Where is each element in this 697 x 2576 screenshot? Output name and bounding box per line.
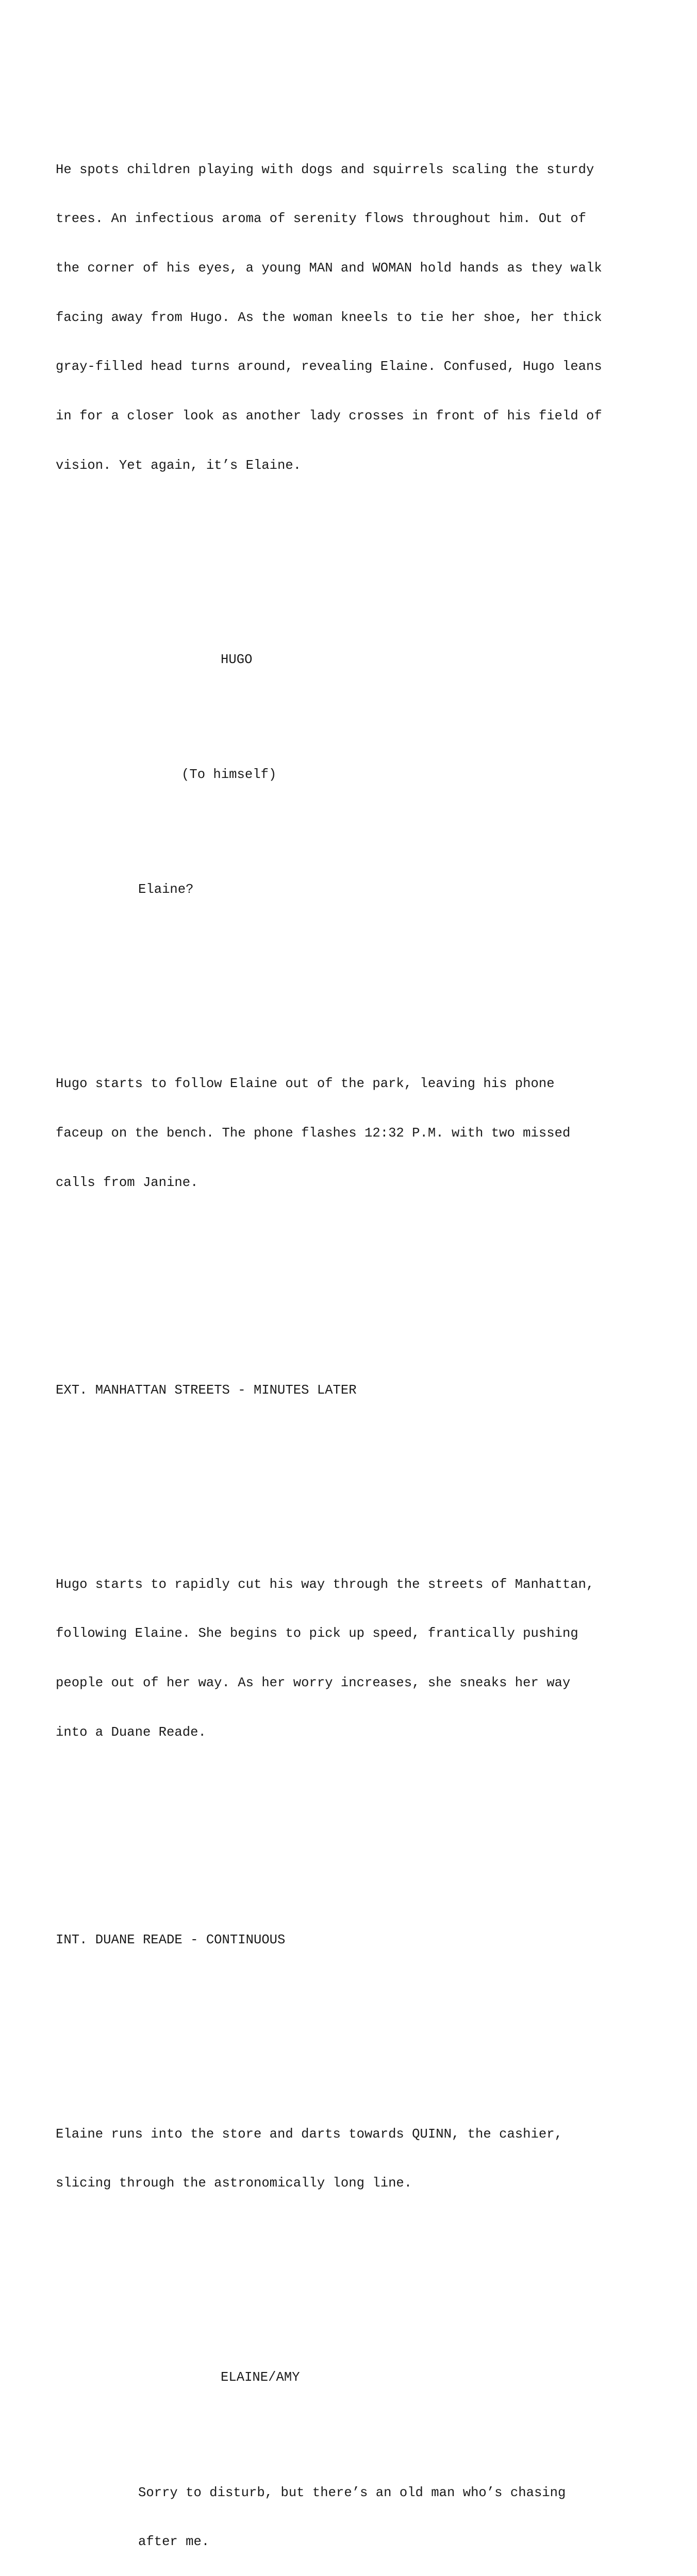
dialogue-line: Elaine? bbox=[138, 882, 194, 897]
parenthetical bbox=[56, 734, 643, 816]
action-line: the corner of his eyes, a young MAN and WOMAN hold hands as they walk bbox=[56, 260, 602, 276]
dialogue-block bbox=[56, 2452, 643, 2576]
scene-heading bbox=[56, 1349, 643, 1432]
action-block bbox=[56, 1043, 643, 1224]
action-line: trees. An infectious aroma of serenity flows throughout him. Out of bbox=[56, 211, 587, 227]
dialogue-line: Sorry to disturb, but there’s an old man who’s chasing bbox=[138, 2485, 566, 2500]
character-cue bbox=[56, 619, 643, 701]
action-line: Hugo starts to follow Elaine out of the park, leaving his phone bbox=[56, 1076, 555, 1092]
dialogue-block bbox=[56, 849, 643, 931]
action-line: slicing through the astronomically long line. bbox=[56, 2176, 412, 2191]
action-line: Elaine runs into the store and darts towards QUINN, the cashier, bbox=[56, 2126, 562, 2142]
action-block bbox=[56, 2093, 643, 2225]
action-line: into a Duane Reade. bbox=[56, 1724, 206, 1740]
action-line: Hugo starts to rapidly cut his way through the streets of Manhattan, bbox=[56, 1577, 594, 1592]
scene-heading-text: INT. DUANE READE - CONTINUOUS bbox=[56, 1932, 286, 1947]
action-line: calls from Janine. bbox=[56, 1175, 198, 1190]
action-line: following Elaine. She begins to pick up speed, frantically pushing bbox=[56, 1626, 578, 1641]
action-line: He spots children playing with dogs and squirrels scaling the sturdy bbox=[56, 162, 594, 177]
action-block bbox=[56, 129, 643, 507]
scene-heading bbox=[56, 1899, 643, 1981]
character-name: HUGO bbox=[221, 652, 253, 667]
action-line: faceup on the bench. The phone flashes 12:32 P.M. with two missed bbox=[56, 1126, 571, 1141]
character-cue bbox=[56, 2336, 643, 2419]
action-block bbox=[56, 1544, 643, 1774]
action-line: facing away from Hugo. As the woman kneels to tie her shoe, her thick bbox=[56, 310, 602, 325]
dialogue-line: after me. bbox=[138, 2534, 210, 2550]
character-name: ELAINE/AMY bbox=[221, 2370, 300, 2385]
action-line: vision. Yet again, it’s Elaine. bbox=[56, 457, 302, 473]
screenplay-body bbox=[56, 79, 643, 2576]
action-line: in for a closer look as another lady crosses in front of his field of bbox=[56, 409, 602, 424]
scene-heading-text: EXT. MANHATTAN STREETS - MINUTES LATER bbox=[56, 1382, 357, 1398]
action-line: gray-filled head turns around, revealing Elaine. Confused, Hugo leans bbox=[56, 359, 602, 375]
action-line: people out of her way. As her worry increases, she sneaks her way bbox=[56, 1675, 571, 1691]
parenthetical-line: (To himself) bbox=[181, 767, 277, 783]
